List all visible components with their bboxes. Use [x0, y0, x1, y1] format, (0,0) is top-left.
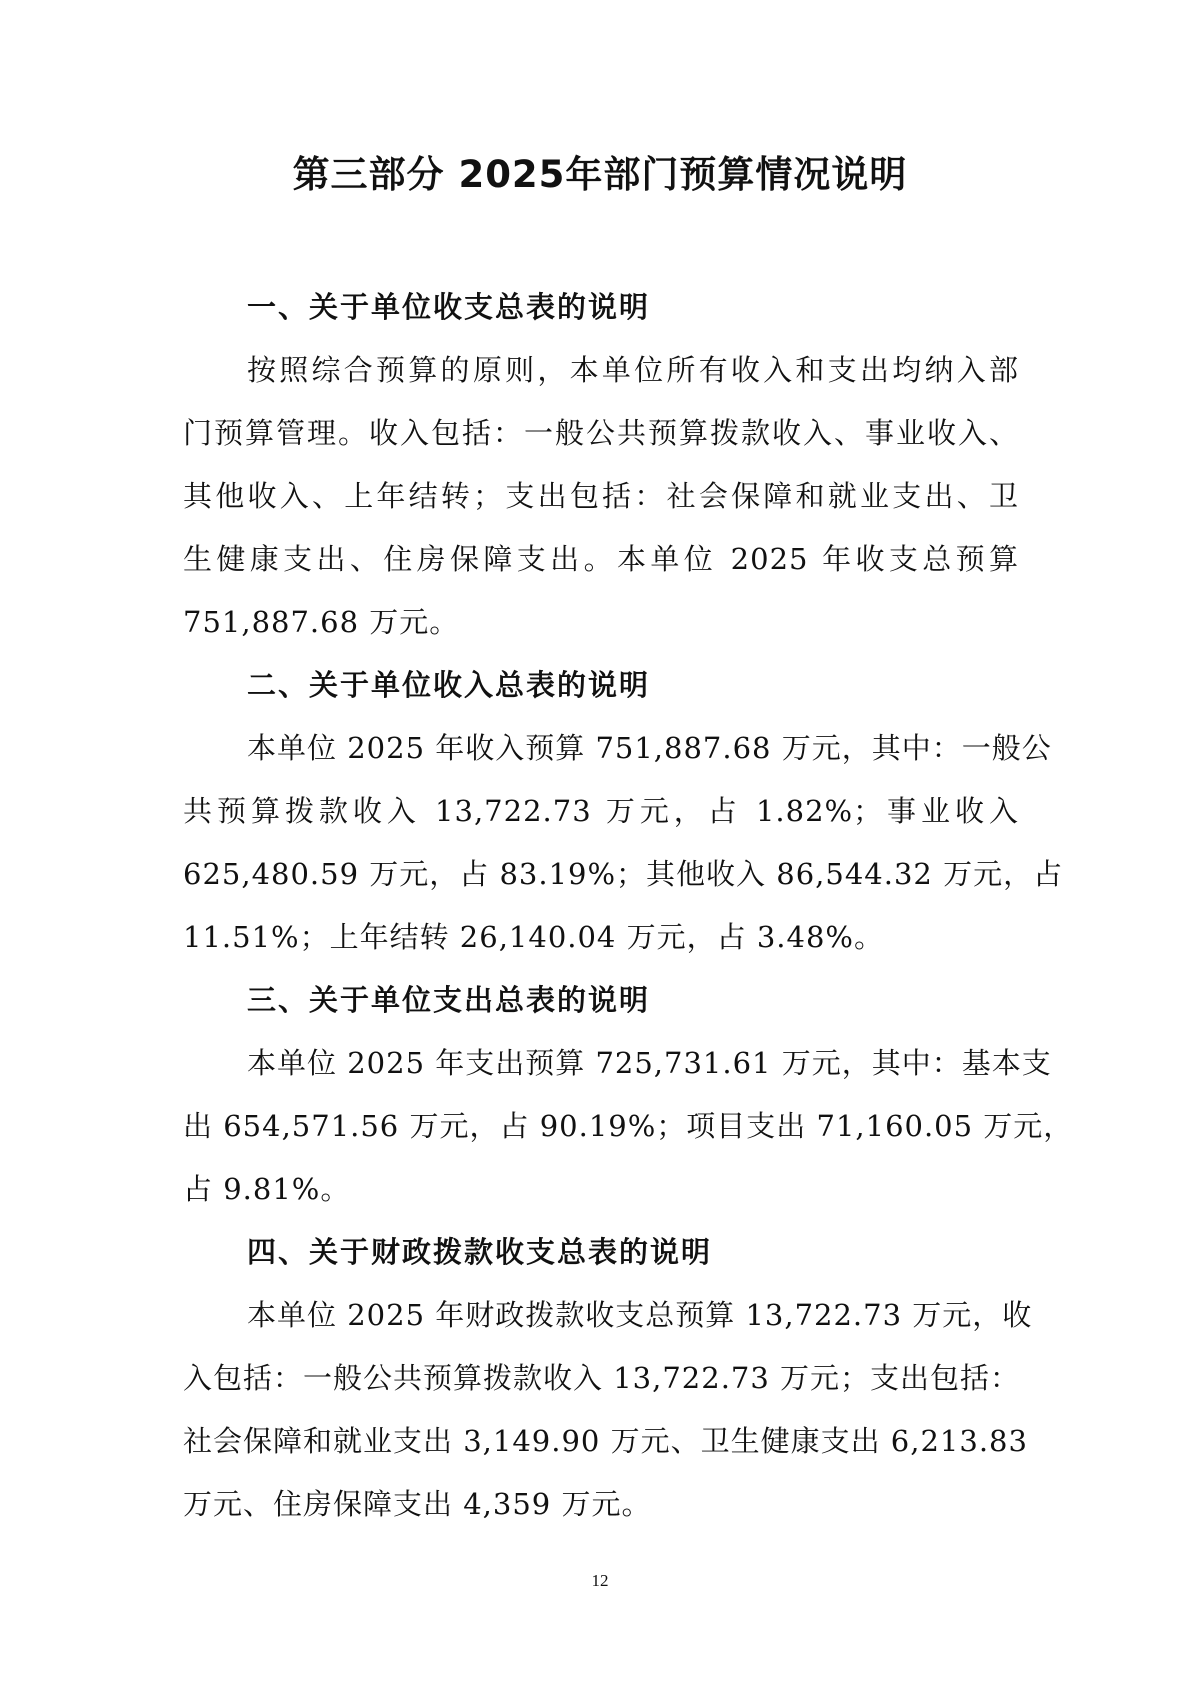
- document-body: [183, 276, 1074, 1536]
- paragraph-line: 按照综合预算的原则，本单位所有收入和支出均纳入部: [247, 353, 1019, 387]
- paragraph-line: 11.51%；上年结转 26,140.04 万元，占 3.48%。: [183, 920, 884, 954]
- section-heading: 三、关于单位支出总表的说明: [247, 983, 651, 1017]
- section-unit-expenditure-summary: [183, 969, 1074, 1221]
- paragraph-line: 占 9.81%。: [183, 1172, 351, 1206]
- section-paragraph: [183, 1284, 1033, 1536]
- paragraph-line: 门预算管理。收入包括：一般公共预算拨款收入、事业收入、: [183, 416, 1019, 450]
- section-paragraph: [183, 339, 1019, 654]
- section-paragraph: [183, 1032, 1074, 1221]
- section-fiscal-allocation-summary: [183, 1221, 1033, 1536]
- section-unit-income-expenditure-summary: [183, 276, 1019, 654]
- paragraph-line: 751,887.68 万元。: [183, 605, 460, 639]
- paragraph-line: 出 654,571.56 万元，占 90.19%；项目支出 71,160.05 万元，: [183, 1109, 1074, 1143]
- section-unit-income-summary: [183, 654, 1064, 969]
- page-title: 第三部分 2025年部门预算情况说明: [292, 153, 908, 196]
- paragraph-line: 生健康支出、住房保障支出。本单位 2025 年收支总预算: [183, 542, 1019, 576]
- paragraph-line: 625,480.59 万元，占 83.19%；其他收入 86,544.32 万元，占: [183, 857, 1064, 891]
- paragraph-line: 本单位 2025 年收入预算 751,887.68 万元，其中：一般公: [247, 731, 1052, 765]
- paragraph-line: 本单位 2025 年支出预算 725,731.61 万元，其中：基本支: [247, 1046, 1052, 1080]
- section-paragraph: [183, 717, 1064, 969]
- section-heading: 二、关于单位收入总表的说明: [247, 668, 651, 702]
- paragraph-line: 其他收入、上年结转；支出包括：社会保障和就业支出、卫: [183, 479, 1019, 513]
- page-number: 12: [591, 1571, 609, 1590]
- paragraph-line: 共预算拨款收入 13,722.73 万元，占 1.82%；事业收入: [183, 794, 1019, 828]
- paragraph-line: 入包括：一般公共预算拨款收入 13,722.73 万元；支出包括：: [183, 1361, 1021, 1395]
- section-heading: 四、关于财政拨款收支总表的说明: [247, 1235, 713, 1269]
- section-heading: 一、关于单位收支总表的说明: [247, 290, 651, 324]
- paragraph-line: 本单位 2025 年财政拨款收支总预算 13,722.73 万元，收: [247, 1298, 1033, 1332]
- paragraph-line: 社会保障和就业支出 3,149.90 万元、卫生健康支出 6,213.83: [183, 1424, 1028, 1458]
- paragraph-line: 万元、住房保障支出 4,359 万元。: [183, 1487, 652, 1521]
